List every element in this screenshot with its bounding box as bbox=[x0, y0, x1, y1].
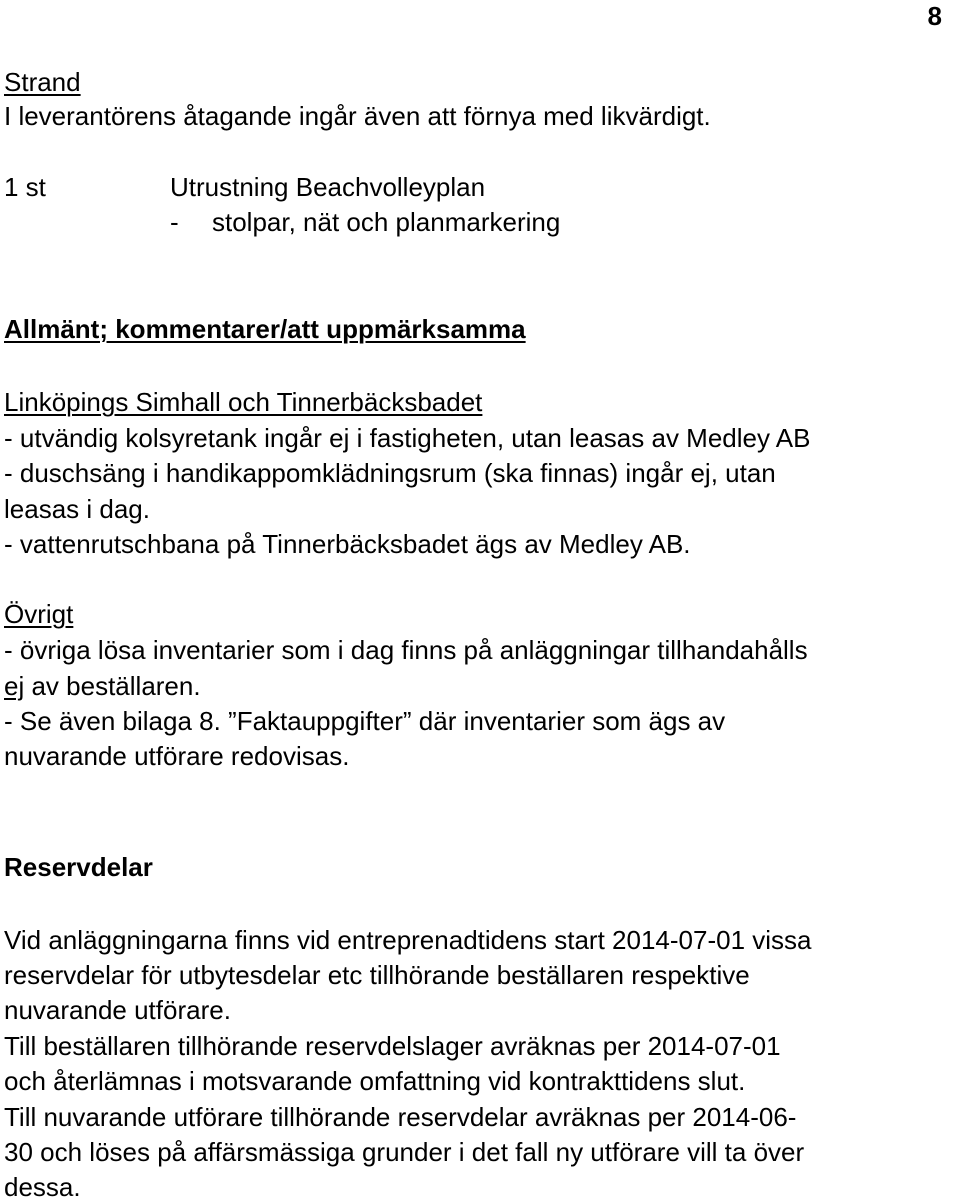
allmant-line: - duschsäng i handikappomklädningsrum (ska finnas) ingår ej, utan bbox=[4, 458, 776, 488]
allmant-line: - vattenrutschbana på Tinnerbäcksbadet ägs av Medley AB. bbox=[4, 529, 691, 559]
reservdelar-line: reservdelar för utbytesdelar etc tillhörande beställaren respektive bbox=[4, 960, 750, 990]
ovrigt-line-rest: av beställaren. bbox=[24, 671, 201, 701]
ovrigt-line: - övriga lösa inventarier som i dag finns på anläggningar tillhandahålls bbox=[4, 635, 808, 665]
allmant-line: - utvändig kolsyretank ingår ej i fastigheten, utan leasas av Medley AB bbox=[4, 423, 811, 453]
section-heading-strand: Strand bbox=[4, 67, 81, 97]
reservdelar-line: och återlämnas i motsvarande omfattning vid kontrakttidens slut. bbox=[4, 1066, 746, 1096]
item-quantity: 1 st bbox=[4, 172, 46, 202]
reservdelar-line: Vid anläggningarna finns vid entreprenadtidens start 2014-07-01 vissa bbox=[4, 925, 812, 955]
facility-subheading: Linköpings Simhall och Tinnerbäcksbadet bbox=[4, 387, 483, 417]
section-heading-ovrigt: Övrigt bbox=[4, 599, 74, 629]
underlined-word: ej bbox=[4, 671, 25, 701]
section-heading-allmant: Allmänt; kommentarer/att uppmärksamma bbox=[4, 314, 526, 344]
reservdelar-line: dessa. bbox=[4, 1172, 81, 1202]
page-number: 8 bbox=[927, 1, 942, 31]
reservdelar-line: Till nuvarande utförare tillhörande reservdelar avräknas per 2014-06- bbox=[4, 1102, 797, 1132]
reservdelar-line: Till beställaren tillhörande reservdelslager avräknas per 2014-07-01 bbox=[4, 1031, 781, 1061]
allmant-line: leasas i dag. bbox=[4, 494, 150, 524]
reservdelar-line: nuvarande utförare. bbox=[4, 995, 231, 1025]
reservdelar-line: 30 och löses på affärsmässiga grunder i det fall ny utförare vill ta över bbox=[4, 1137, 805, 1167]
item-spec: stolpar, nät och planmarkering bbox=[212, 207, 561, 237]
item-title: Utrustning Beachvolleyplan bbox=[170, 172, 486, 202]
item-spec-dash: - bbox=[170, 207, 179, 237]
ovrigt-line: nuvarande utförare redovisas. bbox=[4, 741, 350, 771]
ovrigt-line bbox=[4, 670, 201, 702]
strand-text: I leverantörens åtagande ingår även att förnya med likvärdigt. bbox=[4, 101, 711, 131]
ovrigt-line: - Se även bilaga 8. ”Faktauppgifter” där inventarier som ägs av bbox=[4, 706, 726, 736]
section-heading-reservdelar: Reservdelar bbox=[4, 852, 153, 882]
